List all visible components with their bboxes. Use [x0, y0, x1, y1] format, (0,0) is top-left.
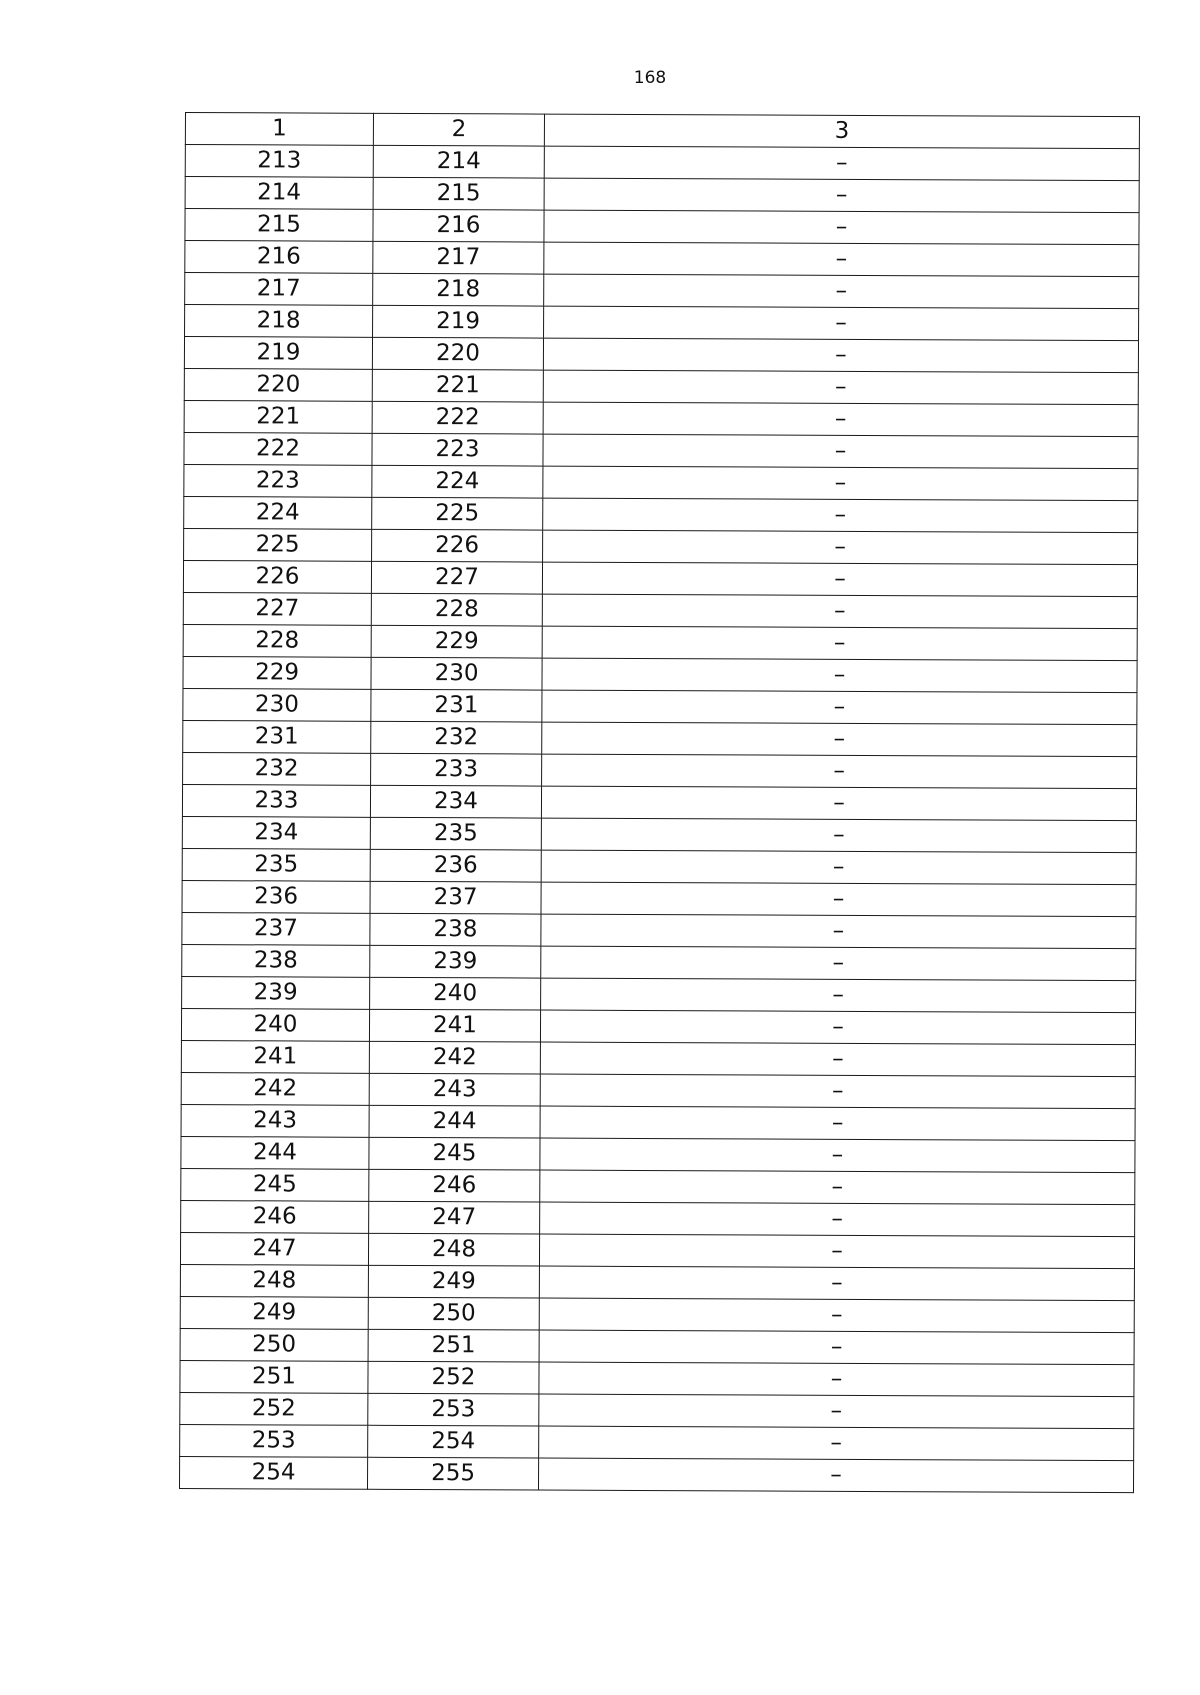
table-cell-col-3: –	[544, 210, 1139, 245]
table-cell-col-2: 244	[369, 1105, 540, 1138]
table-cell-col-1: 248	[180, 1264, 368, 1297]
table-row	[183, 624, 1137, 660]
table-cell-col-1: 228	[183, 624, 371, 657]
table-cell-col-2: 227	[371, 561, 542, 594]
table-cell-col-2: 224	[372, 465, 543, 498]
table-cell-col-2: 246	[369, 1169, 540, 1202]
table-cell-col-3: –	[539, 1298, 1134, 1333]
table-row	[180, 1360, 1134, 1396]
table-cell-col-3: –	[544, 242, 1139, 277]
table-cell-col-2: 254	[368, 1425, 539, 1458]
table-cell-col-2: 226	[372, 529, 543, 562]
table-cell-col-2: 252	[368, 1361, 539, 1394]
table-cell-col-2: 248	[368, 1233, 539, 1266]
table-cell-col-2: 253	[368, 1393, 539, 1426]
table-cell-col-1: 243	[181, 1104, 369, 1137]
table-cell-col-2: 232	[371, 721, 542, 754]
table-cell-col-2: 216	[373, 209, 544, 242]
header-cell-col-1: 1	[185, 113, 373, 146]
table-cell-col-1: 221	[184, 400, 372, 433]
table-row	[183, 592, 1137, 628]
table-cell-col-2: 237	[370, 881, 541, 914]
table-row	[182, 848, 1136, 884]
table-cell-col-1: 252	[180, 1392, 368, 1425]
table-cell-col-3: –	[541, 818, 1136, 853]
table-cell-col-1: 254	[179, 1456, 367, 1489]
table-row	[184, 464, 1138, 500]
table-cell-col-1: 244	[181, 1136, 369, 1169]
table-body	[179, 145, 1139, 1493]
table-cell-col-2: 247	[369, 1201, 540, 1234]
table-row	[183, 688, 1137, 724]
table-row	[182, 880, 1136, 916]
table-cell-col-2: 241	[369, 1009, 540, 1042]
table-cell-col-3: –	[542, 594, 1137, 629]
table-cell-col-3: –	[539, 1234, 1134, 1269]
table-cell-col-2: 215	[373, 177, 544, 210]
table-cell-col-1: 251	[180, 1360, 368, 1393]
table-cell-col-3: –	[542, 658, 1137, 693]
table-row	[185, 305, 1139, 341]
table-cell-col-3: –	[544, 274, 1139, 309]
table-cell-col-3: –	[538, 1458, 1133, 1493]
table-row	[181, 1072, 1135, 1108]
table-cell-col-3: –	[539, 1394, 1134, 1429]
table-cell-col-3: –	[539, 1266, 1134, 1301]
table-row	[181, 1040, 1135, 1076]
table-cell-col-1: 239	[182, 976, 370, 1009]
table-row	[182, 912, 1136, 948]
table-cell-col-1: 227	[183, 592, 371, 625]
table-cell-col-1: 237	[182, 912, 370, 945]
table-cell-col-2: 218	[373, 273, 544, 306]
table-cell-col-3: –	[544, 178, 1139, 213]
table-cell-col-2: 234	[370, 785, 541, 818]
table-row	[184, 432, 1138, 468]
table-cell-col-1: 229	[183, 656, 371, 689]
table-cell-col-2: 238	[370, 913, 541, 946]
table-cell-col-1: 219	[184, 337, 372, 370]
table-row	[181, 1104, 1135, 1140]
table-cell-col-2: 219	[373, 305, 544, 338]
table-cell-col-3: –	[540, 1138, 1135, 1173]
table-cell-col-2: 214	[373, 145, 544, 178]
table-cell-col-2: 236	[370, 849, 541, 882]
table-cell-col-1: 250	[180, 1328, 368, 1361]
table-row	[180, 1392, 1134, 1428]
table-cell-col-2: 235	[370, 817, 541, 850]
table-cell-col-1: 225	[184, 528, 372, 561]
table-cell-col-1: 253	[180, 1424, 368, 1457]
table-cell-col-3: –	[542, 626, 1137, 661]
table-row	[183, 720, 1137, 756]
table-cell-col-3: –	[544, 146, 1139, 181]
table-cell-col-1: 240	[181, 1008, 369, 1041]
table-cell-col-2: 251	[368, 1329, 539, 1362]
table-cell-col-1: 233	[182, 784, 370, 817]
table-cell-col-2: 228	[371, 593, 542, 626]
table-row	[182, 816, 1136, 852]
table-row	[181, 1136, 1135, 1172]
table-cell-col-1: 230	[183, 688, 371, 721]
table-cell-col-2: 231	[371, 689, 542, 722]
table-cell-col-3: –	[540, 1170, 1135, 1205]
table-cell-col-1: 214	[185, 177, 373, 210]
table-cell-col-1: 213	[185, 145, 373, 178]
table-cell-col-3: –	[543, 434, 1138, 469]
table-cell-col-3: –	[539, 1330, 1134, 1365]
table-cell-col-3: –	[543, 466, 1138, 501]
table-header-row	[185, 113, 1139, 149]
table-cell-col-3: –	[542, 690, 1137, 725]
table-cell-col-3: –	[540, 1074, 1135, 1109]
table-cell-col-1: 231	[183, 720, 371, 753]
table-cell-col-3: –	[540, 1202, 1135, 1237]
table-row	[182, 944, 1136, 980]
table-cell-col-2: 243	[369, 1073, 540, 1106]
table-cell-col-3: –	[543, 498, 1138, 533]
table-row	[183, 656, 1137, 692]
table-cell-col-2: 233	[371, 753, 542, 786]
table-cell-col-2: 230	[371, 657, 542, 690]
table-cell-col-1: 215	[185, 209, 373, 242]
table-cell-col-1: 222	[184, 432, 372, 465]
table-cell-col-2: 255	[367, 1457, 538, 1490]
table-cell-col-3: –	[539, 1362, 1134, 1397]
table-cell-col-3: –	[539, 1426, 1134, 1461]
table-row	[182, 784, 1136, 820]
table-cell-col-3: –	[544, 306, 1139, 341]
table-cell-col-2: 229	[371, 625, 542, 658]
table-cell-col-3: –	[541, 914, 1136, 949]
table-cell-col-1: 216	[185, 241, 373, 274]
table-row	[184, 496, 1138, 532]
table-row	[184, 400, 1138, 436]
table-cell-col-2: 250	[368, 1297, 539, 1330]
table-cell-col-3: –	[543, 530, 1138, 565]
table-cell-col-3: –	[543, 402, 1138, 437]
table-row	[185, 209, 1139, 245]
table-cell-col-3: –	[541, 978, 1136, 1013]
table-cell-col-3: –	[543, 370, 1138, 405]
table-cell-col-3: –	[540, 1042, 1135, 1077]
table-cell-col-1: 232	[183, 752, 371, 785]
table-cell-col-1: 247	[180, 1232, 368, 1265]
table-cell-col-2: 222	[372, 401, 543, 434]
table-row	[181, 1008, 1135, 1044]
table-cell-col-3: –	[542, 722, 1137, 757]
table-row	[185, 273, 1139, 309]
table-row	[185, 241, 1139, 277]
table-row	[181, 1168, 1135, 1204]
table-cell-col-2: 225	[372, 497, 543, 530]
header-cell-col-3: 3	[544, 114, 1139, 149]
table-cell-col-1: 226	[183, 560, 371, 593]
table-row	[185, 177, 1139, 213]
table-row	[180, 1328, 1134, 1364]
table-cell-col-3: –	[540, 1106, 1135, 1141]
table-cell-col-3: –	[542, 562, 1137, 597]
table-row	[180, 1264, 1134, 1300]
table-cell-col-1: 223	[184, 464, 372, 497]
data-table	[179, 112, 1140, 1493]
table-cell-col-1: 238	[182, 944, 370, 977]
table-cell-col-1: 217	[185, 273, 373, 306]
table-cell-col-1: 218	[185, 305, 373, 338]
table-cell-col-1: 241	[181, 1040, 369, 1073]
table-cell-col-3: –	[541, 882, 1136, 917]
table-cell-col-2: 240	[370, 977, 541, 1010]
table-cell-col-1: 234	[182, 816, 370, 849]
table-cell-col-2: 221	[372, 369, 543, 402]
table-cell-col-1: 249	[180, 1296, 368, 1329]
table-cell-col-2: 242	[369, 1041, 540, 1074]
table-cell-col-2: 217	[373, 241, 544, 274]
table-cell-col-3: –	[541, 786, 1136, 821]
table-cell-col-3: –	[543, 338, 1138, 373]
table-row	[184, 528, 1138, 564]
table-cell-col-1: 236	[182, 880, 370, 913]
table-cell-col-3: –	[541, 946, 1136, 981]
table-row	[180, 1232, 1134, 1268]
table-row	[183, 752, 1137, 788]
table-row	[184, 368, 1138, 404]
page-number: 168	[633, 68, 667, 88]
table-cell-col-3: –	[540, 1010, 1135, 1045]
table-cell-col-1: 224	[184, 496, 372, 529]
table-cell-col-1: 242	[181, 1072, 369, 1105]
table-cell-col-2: 223	[372, 433, 543, 466]
table-cell-col-1: 246	[181, 1200, 369, 1233]
table-row	[183, 560, 1137, 596]
table-cell-col-2: 220	[372, 337, 543, 370]
table-cell-col-1: 245	[181, 1168, 369, 1201]
table-cell-col-1: 235	[182, 848, 370, 881]
header-cell-col-2: 2	[373, 113, 544, 146]
table-cell-col-1: 220	[184, 368, 372, 401]
table-cell-col-3: –	[542, 754, 1137, 789]
table-cell-col-2: 249	[368, 1265, 539, 1298]
table-row	[180, 1296, 1134, 1332]
table-row	[182, 976, 1136, 1012]
table-row	[181, 1200, 1135, 1236]
table-cell-col-2: 245	[369, 1137, 540, 1170]
table-cell-col-2: 239	[370, 945, 541, 978]
table-cell-col-3: –	[541, 850, 1136, 885]
table-row	[184, 337, 1138, 373]
table-row	[185, 145, 1139, 181]
table-row	[179, 1456, 1133, 1492]
table-row	[180, 1424, 1134, 1460]
